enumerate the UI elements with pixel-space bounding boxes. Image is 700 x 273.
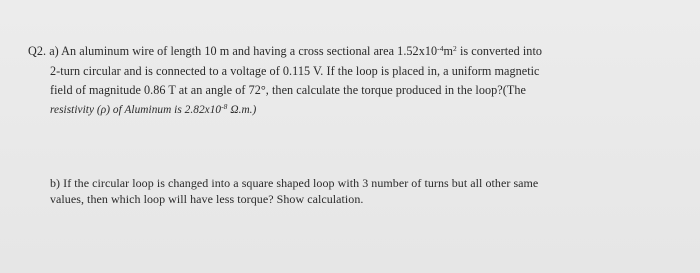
part-b-line-2: values, then which loop will have less torque? Show calculation. — [50, 192, 364, 206]
part-b-line-1: b) If the circular loop is changed into a square shaped loop with 3 number of turns but all other same — [50, 176, 539, 190]
part-a-line-1: Q2. a) An aluminum wire of length 10 m and having a cross sectional area $1.52x10^{-4}m^2$ is converted into — [28, 44, 543, 58]
part-a-line-3: field of magnitude 0.86 T at an angle of 72°, then calculate the torque produced in the loop?(The — [50, 83, 526, 97]
question-part-a — [28, 42, 668, 120]
part-a-line-4: resistivity (ρ) of Aluminum is $2.82x10^{-8}$ Ω.m.) — [50, 101, 257, 116]
question-part-b — [28, 175, 668, 207]
part-a-line-2: 2-turn circular and is connected to a voltage of 0.115 V. If the loop is placed in, a uniform magnetic — [50, 63, 540, 78]
